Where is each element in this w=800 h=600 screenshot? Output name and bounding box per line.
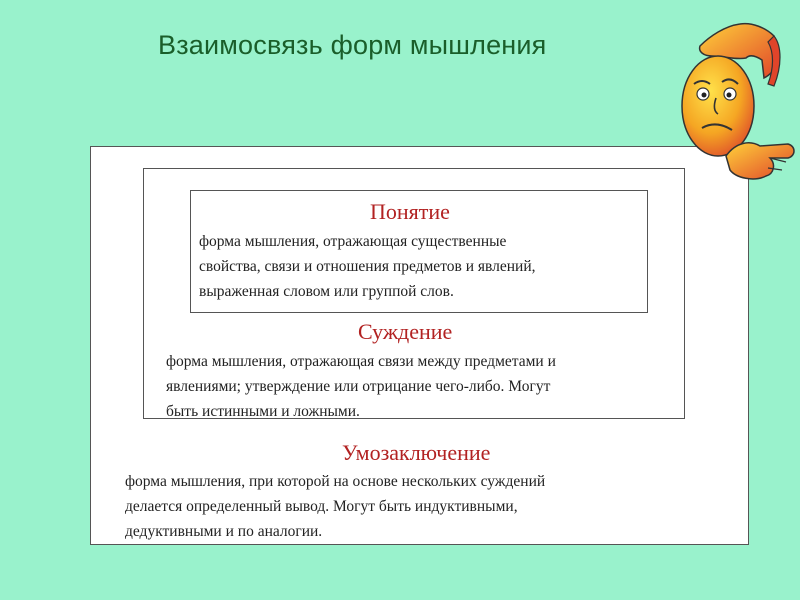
inference-description: форма мышления, при которой на основе нескольких суждений делается определенный вывод. Могут быть индуктивными, дедуктивными и по аналогии. xyxy=(125,473,546,540)
inference-heading: Умозаключение xyxy=(342,440,491,465)
thinking-face-icon xyxy=(670,6,800,196)
judgment-description: форма мышления, отражающая связи между предметами и явлениями; утверждение или отрицание чего-либо. Могут быть истинными и ложными. xyxy=(166,353,556,420)
judgment-heading: Суждение xyxy=(358,319,453,344)
concept-heading: Понятие xyxy=(370,199,450,224)
page-title: Взаимосвязь форм мышления xyxy=(158,30,547,60)
concept-description: форма мышления, отражающая существенные свойства, связи и отношения предметов и явлений, выраженная словом или группой слов. xyxy=(199,233,536,300)
